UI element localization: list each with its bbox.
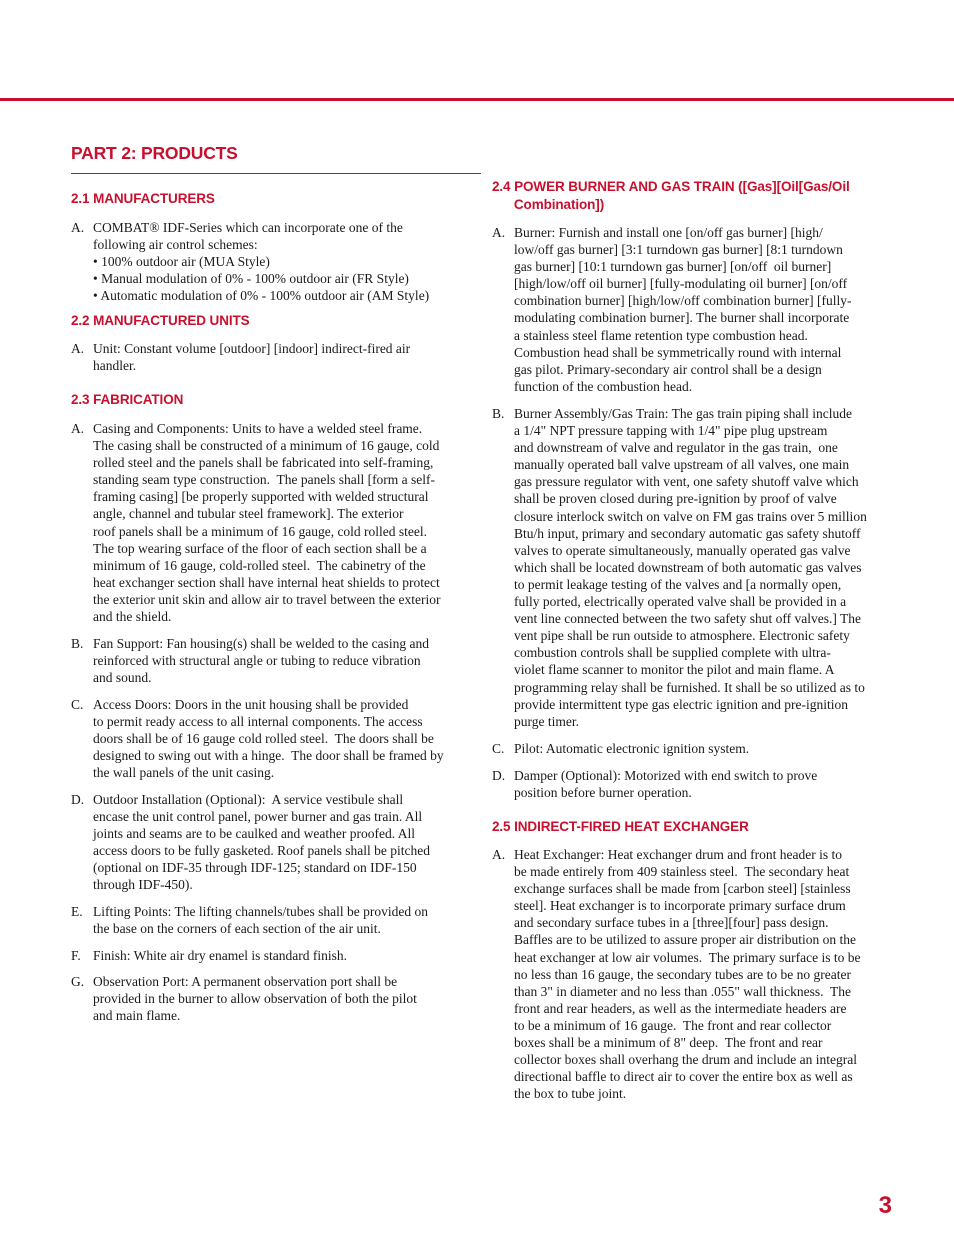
list-item	[71, 696, 481, 782]
item-letter: A.	[492, 225, 506, 240]
list-item	[71, 903, 481, 938]
section-heading-power-burner: 2.4 POWER BURNER AND GAS TRAIN ([Gas][Oil[Gas/Oil Combination])	[492, 179, 850, 212]
item-letter: B.	[492, 406, 505, 421]
list-item	[492, 405, 902, 731]
item-text: COMBAT® IDF-Series which can incorporate one of the following air control schemes: • 100% outdoor air (MUA Style) • Manual modulation of 0% - 100% outdoor air (FR Style) • Automatic modulation of 0% - 100% outdoor air (AM Style)	[93, 220, 430, 304]
list-item	[492, 767, 902, 802]
list-item	[492, 740, 902, 758]
list-item	[71, 340, 481, 376]
part-title: PART 2: PRODUCTS	[71, 143, 238, 163]
item-text: Damper (Optional): Motorized with end switch to prove position before burner operation.	[514, 768, 818, 801]
section-heading-fabrication: 2.3 FABRICATION	[71, 392, 184, 407]
item-letter: C.	[492, 741, 505, 756]
page-number: 3	[878, 1192, 892, 1219]
item-text: Burner Assembly/Gas Train: The gas train piping shall include a 1/4" NPT pressure tapping with 1/4" pipe plug upstream and downstream of valve and regulator in the gas train, one manually operated ball valve upstream of all valves, one main gas pressure regulator with vent, one safety shutoff valve which shall be proven closed during pre-ignition by proof of valve closure interlock switch on valve on FM gas trains over 5 million Btu/h input, primary and secondary automatic gas safety shutoff valves to operate simultaneously, manually operated gas valve which shall be located downstream of both automatic gas valves to permit leakage testing of the valves and [a normally open, fully ported, electrically operated valve shall be provided in a vent line connected between the two safety shut off valves.] The vent pipe shall be run outside to atmosphere. Electronic safety combustion controls shall be supplied complete with ultra- violet flame scanner to monitor the pilot and main flame. A programming relay shall be furnished. It shall be so utilized as to provide intermittent type gas electric ignition and pre-ignition purge timer.	[514, 406, 867, 729]
item-letter: D.	[71, 792, 85, 807]
item-text: Observation Port: A permanent observation port shall be provided in the burner to allow observation of both the pilot and main flame.	[93, 974, 417, 1024]
list-item	[71, 420, 481, 626]
item-letter: A.	[71, 220, 85, 235]
list-item	[492, 846, 902, 1104]
list-item	[71, 973, 481, 1025]
header-rule	[0, 98, 954, 101]
item-letter: G.	[71, 974, 85, 989]
item-text: Unit: Constant volume [outdoor] [indoor] indirect-fired air handler.	[93, 341, 411, 374]
item-text: Lifting Points: The lifting channels/tubes shall be provided on the base on the corners of each section of the air unit.	[93, 904, 428, 937]
item-text: Outdoor Installation (Optional): A service vestibule shall encase the unit control panel, power burner and gas train. All joints and seams are to be caulked and weather proofed. All access doors to be fully gasketed. Roof panels shall be pitched (optional on IDF-35 through IDF-125; standard on IDF-150 through IDF-450).	[93, 792, 431, 893]
item-letter: C.	[71, 697, 84, 712]
item-text: Pilot: Automatic electronic ignition system.	[514, 741, 750, 756]
section-heading-heat-exchanger: 2.5 INDIRECT-FIRED HEAT EXCHANGER	[492, 819, 749, 834]
list-item	[492, 224, 902, 396]
section-heading-manufacturers: 2.1 MANUFACTURERS	[71, 191, 215, 206]
list-item	[71, 791, 481, 895]
item-text: Fan Support: Fan housing(s) shall be welded to the casing and reinforced with structural angle or tubing to reduce vibration and sound.	[93, 636, 429, 686]
item-letter: A.	[492, 847, 506, 862]
item-text: Casing and Components: Units to have a welded steel frame. The casing shall be constructed of a minimum of 16 gauge, cold rolled steel and the panels shall be fabricated into self-framing, standing seam type construction. The panels shall [form a self- framing casing] [be properly supported with welded structural angle, channel and tubular steel framework]. The exterior roof panels shall be a minimum of 16 gauge, cold rolled steel. The top wearing surface of the floor of each section shall be a minimum of 16 gauge, cold-rolled steel. The cabinetry of the heat exchanger section shall have internal heat shields to protect the exterior unit skin and allow air to travel between the exterior and the shield.	[93, 421, 441, 625]
list-item	[71, 947, 481, 965]
list-item	[71, 635, 481, 687]
item-letter: D.	[492, 768, 506, 783]
item-letter: A.	[71, 421, 85, 436]
item-letter: E.	[71, 904, 83, 919]
part-title-rule	[71, 173, 481, 174]
section-heading-manufactured-units: 2.2 MANUFACTURED UNITS	[71, 313, 250, 328]
item-text: Burner: Furnish and install one [on/off gas burner] [high/ low/off gas burner] [3:1 turndown gas burner] [8:1 turndown gas burner] [10:1 turndown gas burner] [on/off oil burner] [high/low/off oil burner] [fully-modulating oil burner] [on/off combination burner] [high/low/off combination burner] [fully- modulating combination burner]. The burner shall incorporate a stainless steel flame retention type combustion head. Combustion head shall be symmetrically round with internal gas pilot. Primary-secondary air control shall be a design function of the combustion head.	[514, 225, 852, 394]
item-letter: A.	[71, 341, 85, 356]
item-text: Access Doors: Doors in the unit housing shall be provided to permit ready access to all internal components. The access doors shall be of 16 gauge cold rolled steel. The doors shall be designed to swing out with a hinge. The door shall be framed by the wall panels of the unit casing.	[93, 697, 444, 781]
item-letter: F.	[71, 948, 81, 963]
list-item	[71, 219, 481, 307]
item-text: Finish: White air dry enamel is standard finish.	[93, 948, 347, 963]
item-letter: B.	[71, 636, 84, 651]
item-text: Heat Exchanger: Heat exchanger drum and front header is to be made entirely from 409 stainless steel. The secondary heat exchange surfaces shall be made from [carbon steel] [stainless steel]. Heat exchanger is to incorporate primary surface drum and secondary surface tubes in a [three][four] pass design. Baffles are to be utilized to assure proper air distribution on the heat exchanger at low air volumes. The primary surface is to be no less than 16 gauge, the secondary tubes are to be no greater than 3" in diameter and no less than .055" wall thickness. The front and rear headers, as well as the intermediate headers are to be a minimum of 16 gauge. The front and rear collector boxes shall be a minimum of 8" deep. The front and rear collector boxes shall overhang the drum and include an integral directional baffle to direct air to cover the entire box as well as the box to tube joint.	[514, 847, 861, 1102]
